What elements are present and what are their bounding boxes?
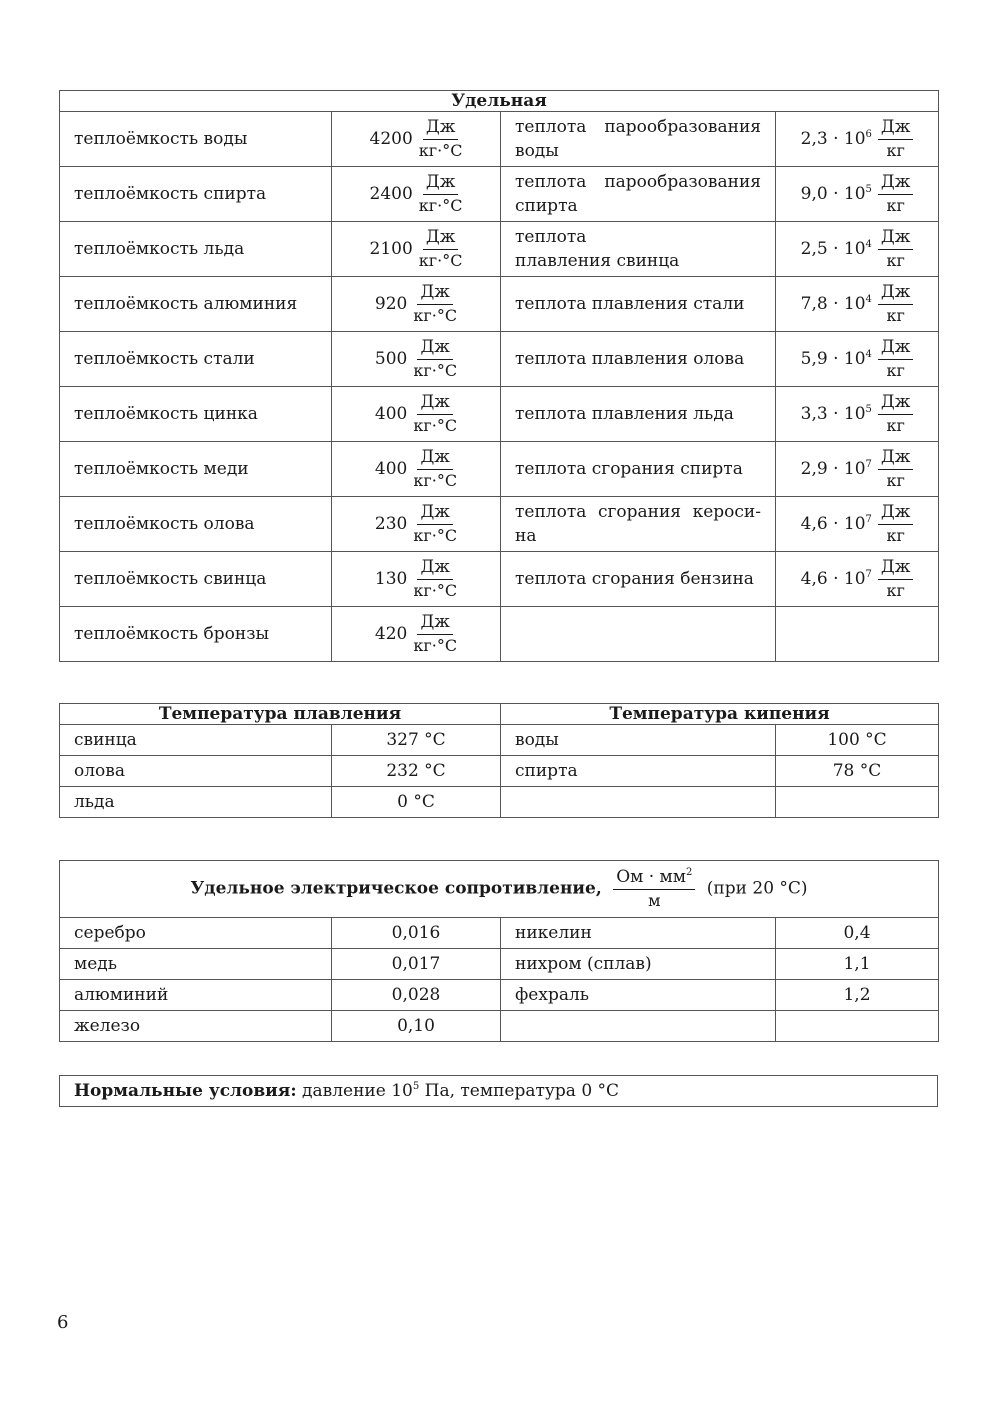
material-label: железо bbox=[60, 1011, 332, 1042]
normal-conditions-text: Нормальные условия: давление $10^5$ Па, температура 0 °С bbox=[60, 1076, 938, 1107]
heat-value: $7,8 \cdot 10^4$ $\frac{Дж}{кг}$ bbox=[776, 277, 939, 332]
empty-cell bbox=[501, 1011, 776, 1042]
heat-label: теплота парообразования воды bbox=[501, 112, 776, 167]
material-label: никелин bbox=[501, 918, 776, 949]
heat-capacity-label: теплоёмкость стали bbox=[60, 332, 332, 387]
table-row bbox=[60, 949, 939, 980]
resistivity-title: Удельное электрическое сопротивление, bbox=[190, 878, 602, 899]
material-label: серебро bbox=[60, 918, 332, 949]
table-row bbox=[60, 725, 939, 756]
heat-capacity-value: 920 $\frac{Дж}{кг\cdot^\circ С}$ bbox=[332, 277, 501, 332]
resistivity-table bbox=[59, 860, 939, 1042]
material-value: 0,10 bbox=[332, 1011, 501, 1042]
heat-label: теплота плавления стали bbox=[501, 277, 776, 332]
heat-capacity-value: 400 $\frac{Дж}{кг\cdot^\circ С}$ bbox=[332, 442, 501, 497]
heat-value: $5,9 \cdot 10^4$ $\frac{Дж}{кг}$ bbox=[776, 332, 939, 387]
heat-capacity-value: 130 $\frac{Дж}{кг\cdot^\circ С}$ bbox=[332, 552, 501, 607]
heat-label: теплота плавления олова bbox=[501, 332, 776, 387]
melting-label: олова bbox=[60, 756, 332, 787]
table-row bbox=[60, 552, 939, 607]
melting-label: льда bbox=[60, 787, 332, 818]
heat-label: теплота сгорания бензина bbox=[501, 552, 776, 607]
table-row bbox=[60, 222, 939, 277]
heat-value: $4,6 \cdot 10^7$ $\frac{Дж}{кг}$ bbox=[776, 497, 939, 552]
heat-capacity-value: 400 $\frac{Дж}{кг\cdot^\circ С}$ bbox=[332, 387, 501, 442]
heat-capacity-value: 230 $\frac{Дж}{кг\cdot^\circ С}$ bbox=[332, 497, 501, 552]
specific-table-title: Удельная bbox=[60, 91, 939, 112]
heat-capacity-label: теплоёмкость льда bbox=[60, 222, 332, 277]
material-value: 0,028 bbox=[332, 980, 501, 1011]
melting-title: Температура плавления bbox=[60, 704, 501, 725]
material-value: 0,4 bbox=[776, 918, 939, 949]
page-number: 6 bbox=[57, 1312, 69, 1333]
heat-label: теплота плавления свинца bbox=[501, 222, 776, 277]
resistivity-condition: (при 20 °С) bbox=[706, 878, 808, 899]
material-label: медь bbox=[60, 949, 332, 980]
boiling-title: Температура кипения bbox=[501, 704, 939, 725]
melting-value: 0 °С bbox=[332, 787, 501, 818]
table-row bbox=[60, 607, 939, 662]
heat-label: теплота парообразования спирта bbox=[501, 167, 776, 222]
material-label: алюминий bbox=[60, 980, 332, 1011]
table-row bbox=[60, 756, 939, 787]
material-value: 1,1 bbox=[776, 949, 939, 980]
table-row bbox=[60, 112, 939, 167]
empty-cell bbox=[501, 787, 776, 818]
table-row bbox=[60, 332, 939, 387]
material-value: 0,017 bbox=[332, 949, 501, 980]
heat-capacity-label: теплоёмкость спирта bbox=[60, 167, 332, 222]
heat-capacity-label: теплоёмкость цинка bbox=[60, 387, 332, 442]
heat-capacity-value: 500 $\frac{Дж}{кг\cdot^\circ С}$ bbox=[332, 332, 501, 387]
heat-capacity-value: 2100 $\frac{Дж}{кг\cdot^\circ С}$ bbox=[332, 222, 501, 277]
heat-capacity-value: 4200 $\frac{Дж}{кг\cdot^\circ С}$ bbox=[332, 112, 501, 167]
empty-cell bbox=[776, 787, 939, 818]
normal-conditions-label: Нормальные условия: bbox=[74, 1081, 297, 1101]
table-row bbox=[60, 442, 939, 497]
boiling-value: 100 °С bbox=[776, 725, 939, 756]
heat-label: теплота плавления льда bbox=[501, 387, 776, 442]
table-row bbox=[60, 787, 939, 818]
heat-capacity-label: теплоёмкость олова bbox=[60, 497, 332, 552]
resistivity-title-cell bbox=[60, 861, 939, 918]
heat-capacity-label: теплоёмкость меди bbox=[60, 442, 332, 497]
table-row bbox=[60, 277, 939, 332]
heat-label: теплота сгорания спирта bbox=[501, 442, 776, 497]
table-row bbox=[60, 918, 939, 949]
heat-capacity-label: теплоёмкость воды bbox=[60, 112, 332, 167]
resistivity-unit: $\frac{Ом \cdot мм^2}{м}$ bbox=[613, 869, 695, 909]
material-value: 0,016 bbox=[332, 918, 501, 949]
material-label: нихром (сплав) bbox=[501, 949, 776, 980]
normal-conditions-box bbox=[59, 1075, 938, 1107]
melting-label: свинца bbox=[60, 725, 332, 756]
empty-cell bbox=[776, 607, 939, 662]
heat-capacity-value: 2400 $\frac{Дж}{кг\cdot^\circ С}$ bbox=[332, 167, 501, 222]
table-row bbox=[60, 1011, 939, 1042]
melting-value: 232 °С bbox=[332, 756, 501, 787]
boiling-value: 78 °С bbox=[776, 756, 939, 787]
boiling-label: воды bbox=[501, 725, 776, 756]
heat-value: $2,5 \cdot 10^4$ $\frac{Дж}{кг}$ bbox=[776, 222, 939, 277]
boiling-label: спирта bbox=[501, 756, 776, 787]
heat-capacity-label: теплоёмкость бронзы bbox=[60, 607, 332, 662]
heat-capacity-value: 420 $\frac{Дж}{кг\cdot^\circ С}$ bbox=[332, 607, 501, 662]
empty-cell bbox=[501, 607, 776, 662]
heat-value: $2,3 \cdot 10^6$ $\frac{Дж}{кг}$ bbox=[776, 112, 939, 167]
heat-value: $4,6 \cdot 10^7$ $\frac{Дж}{кг}$ bbox=[776, 552, 939, 607]
table-row bbox=[60, 387, 939, 442]
heat-value: $2,9 \cdot 10^7$ $\frac{Дж}{кг}$ bbox=[776, 442, 939, 497]
material-label: фехраль bbox=[501, 980, 776, 1011]
heat-capacity-label: теплоёмкость алюминия bbox=[60, 277, 332, 332]
material-value: 1,2 bbox=[776, 980, 939, 1011]
empty-cell bbox=[776, 1011, 939, 1042]
table-row bbox=[60, 497, 939, 552]
heat-value: $9,0 \cdot 10^5$ $\frac{Дж}{кг}$ bbox=[776, 167, 939, 222]
specific-values-table bbox=[59, 90, 939, 662]
table-row bbox=[60, 980, 939, 1011]
table-row bbox=[60, 167, 939, 222]
heat-capacity-label: теплоёмкость свинца bbox=[60, 552, 332, 607]
melting-value: 327 °С bbox=[332, 725, 501, 756]
heat-value: $3,3 \cdot 10^5$ $\frac{Дж}{кг}$ bbox=[776, 387, 939, 442]
heat-label: теплота сгорания кероси- на bbox=[501, 497, 776, 552]
temperature-table bbox=[59, 703, 939, 818]
